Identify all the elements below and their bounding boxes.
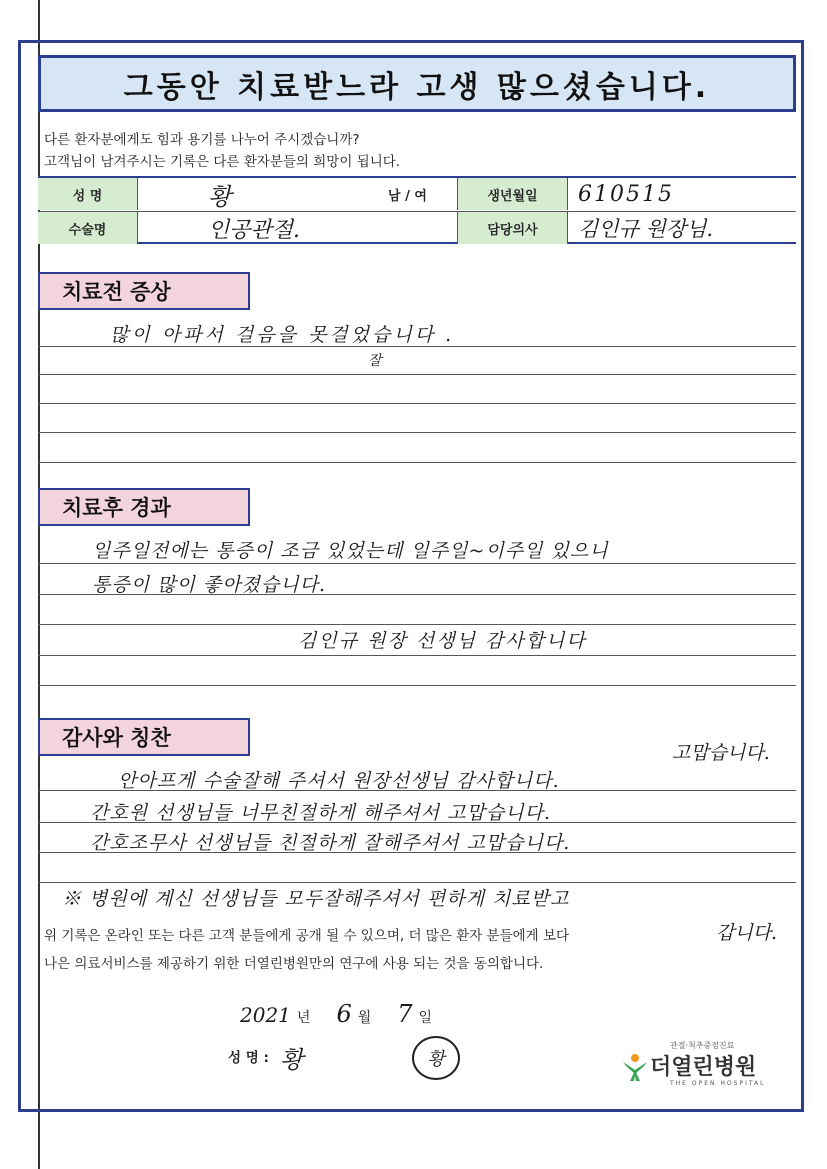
patient-info-table xyxy=(38,176,796,244)
rule-before-2 xyxy=(38,374,796,375)
hospital-logo xyxy=(620,1040,780,1100)
info-row-1 xyxy=(38,178,796,210)
rule-before-3 xyxy=(38,403,796,404)
surgery-label: 수술명 xyxy=(38,212,138,244)
intro-line-1: 다른 환자분에게도 힘과 용기를 나누어 주시겠습니까? xyxy=(44,132,360,148)
signature-seal xyxy=(412,1036,460,1080)
rule-before-5 xyxy=(38,462,796,463)
section-after-label: 치료후 경과 xyxy=(38,488,250,526)
surgery-value[interactable] xyxy=(138,212,458,244)
dob-label: 생년월일 xyxy=(458,178,568,210)
consent-line-2: 나은 의료서비스를 제공하기 위한 더열린병원만의 연구에 사용 되는 것을 동의합니다. xyxy=(44,956,544,972)
signature-label: 성 명 : xyxy=(228,1050,269,1066)
praise-line-4: 간호조무사 선생님들 친절하게 잘해주셔서 고맙습니다. xyxy=(90,832,571,854)
after-line-1: 일주일전에는 통증이 조금 있었는데 일주일~이주일 있으니 xyxy=(92,540,609,562)
rule-after-4 xyxy=(38,655,796,656)
rule-before-4 xyxy=(38,432,796,433)
hospital-name: 더열린병원 xyxy=(650,1054,757,1079)
seal-text: 황 xyxy=(427,1049,445,1070)
rule-praise-4 xyxy=(38,882,796,883)
doctor-label: 담당의사 xyxy=(458,212,568,244)
date-day: 7 xyxy=(397,1000,413,1028)
doctor-value[interactable] xyxy=(568,212,796,244)
dob-handwriting: 610515 xyxy=(578,181,674,207)
hospital-tagline: 관절·척추중점진료 xyxy=(670,1041,735,1050)
doctor-handwriting: 김인규 원장님. xyxy=(578,217,714,241)
info-row-2 xyxy=(38,211,796,244)
date-month: 6 xyxy=(336,1000,352,1028)
date-day-unit: 일 xyxy=(418,1010,433,1026)
date-field[interactable] xyxy=(240,1000,432,1028)
before-insert-mark: 잘 xyxy=(368,353,382,369)
hospital-english: THE OPEN HOSPITAL xyxy=(670,1080,766,1087)
consent-line-1: 위 기록은 온라인 또는 다른 고객 분들에게 공개 될 수 있으며, 더 많은 환자 분들에게 보다 xyxy=(44,928,570,944)
gender-option: 남 / 여 xyxy=(388,188,427,204)
date-year-unit: 년 xyxy=(296,1010,311,1026)
section-praise-label: 감사와 칭찬 xyxy=(38,718,250,756)
section-before-label: 치료전 증상 xyxy=(38,272,250,310)
praise-line-5: ※ 병원에 계신 선생님들 모두잘해주셔서 편하게 치료받고 xyxy=(62,888,570,910)
name-handwriting: 황 xyxy=(208,182,232,211)
praise-line-3: 간호원 선생님들 너무친절하게 해주셔서 고맙습니다. xyxy=(90,802,551,824)
praise-line-2: 안아프게 수술잘해 주셔서 원장선생님 감사합니다. xyxy=(118,770,560,792)
intro-line-2: 고객님이 남겨주시는 기록은 다른 환자분들의 희망이 됩니다. xyxy=(44,154,401,170)
name-value[interactable] xyxy=(138,178,458,210)
name-label: 성 명 xyxy=(38,178,138,210)
signature-name[interactable]: 황 xyxy=(280,1046,304,1074)
dob-value[interactable] xyxy=(568,178,796,210)
rule-after-5 xyxy=(38,685,796,686)
form-title: 그동안 치료받느라 고생 많으셨습니다. xyxy=(38,55,796,112)
rule-after-1 xyxy=(38,563,796,564)
praise-line-1: 고맙습니다. xyxy=(672,742,770,764)
date-year: 2021 xyxy=(240,1003,291,1027)
after-line-3: 김인규 원장 선생님 감사합니다 xyxy=(298,630,587,652)
date-month-unit: 월 xyxy=(357,1010,372,1026)
after-line-2: 통증이 많이 좋아졌습니다. xyxy=(92,574,327,596)
before-line-1: 많이 아파서 걸음을 못걸었습니다 . xyxy=(110,324,455,346)
rule-after-3 xyxy=(38,624,796,625)
surgery-handwriting: 인공관절. xyxy=(208,217,301,243)
praise-line-6: 갑니다. xyxy=(716,922,778,944)
logo-mark-icon xyxy=(620,1052,650,1082)
